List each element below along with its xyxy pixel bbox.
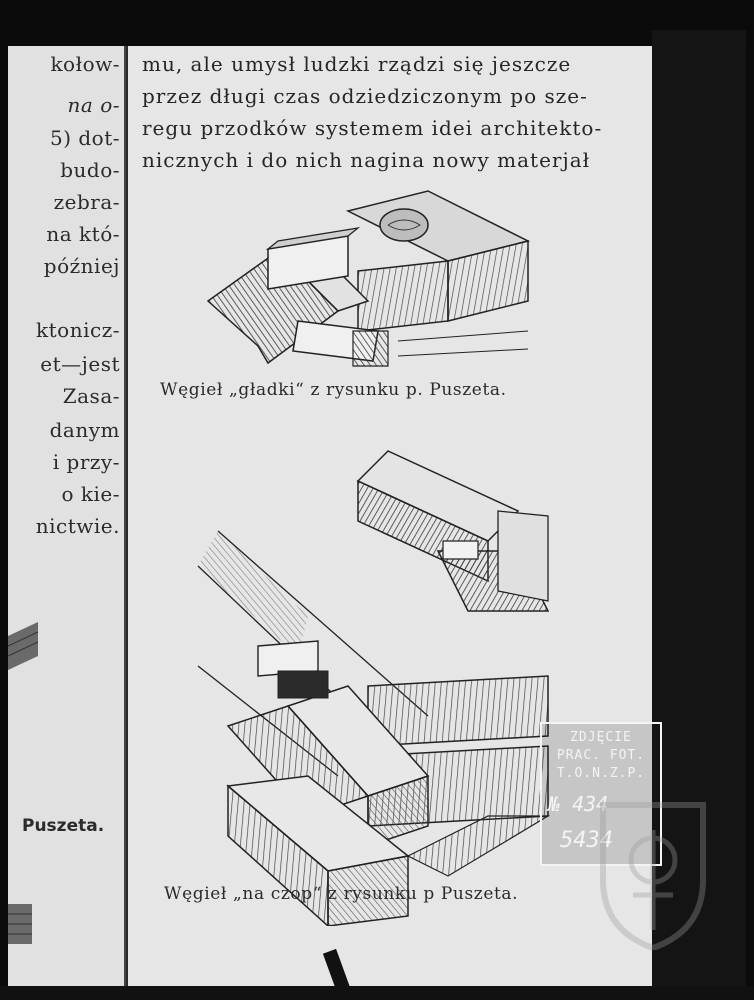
stamp-number: № 434 (548, 792, 609, 816)
left-text-fragment: Zasa- (62, 384, 120, 408)
left-text-fragment: nictwie. (35, 514, 120, 538)
plate-top-edge (0, 0, 754, 52)
column-divider (124, 46, 126, 986)
shield-emblem-icon (598, 800, 708, 950)
figure-tenon-corner-joint (188, 476, 568, 926)
left-text-fragment: et—jest (40, 352, 120, 376)
left-text-fragment: 5) dot- (49, 126, 120, 150)
body-text-line: regu przodków systemem idei architekto- (142, 116, 603, 140)
left-text-fragment: na któ- (46, 222, 120, 246)
body-text-line: nicznych i do nich nagina nowy materjał (142, 148, 591, 172)
left-page-fragment (8, 46, 128, 986)
figure-caption: Węgieł „na czop“ z rysunku p Puszeta. (164, 884, 519, 904)
left-text-fragment: ktonicz- (36, 318, 120, 342)
stamp-inventory-number: 5434 (560, 828, 613, 853)
body-text-line: mu, ale umysł ludzki rządzi się jeszcze (142, 52, 572, 76)
figure-smooth-corner-joint (198, 181, 538, 371)
cropped-illustration-fragment (8, 896, 38, 956)
stamp-title: ZDJĘCIE (570, 730, 632, 745)
left-text-fragment: kołow- (50, 52, 120, 76)
left-text-fragment: o kie- (61, 482, 120, 506)
plate-bottom-edge (0, 986, 754, 1000)
body-text-line: przez długi czas odziedziczonym po sze- (142, 84, 588, 108)
left-caption-fragment: Puszeta. (22, 816, 105, 836)
left-text-fragment: danym (49, 418, 120, 442)
left-text-fragment: zebra- (53, 190, 120, 214)
figure-caption: Węgieł „gładki“ z rysunku p. Puszeta. (160, 380, 507, 400)
left-text-fragment: budo- (60, 158, 120, 182)
stamp-line: T.O.N.Z.P. (556, 766, 646, 781)
left-text-fragment: i przy- (52, 450, 120, 474)
stamp-line: PRAC. FOT. (556, 748, 646, 763)
cropped-illustration-fragment (8, 616, 48, 676)
left-text-fragment: na o- (67, 93, 120, 117)
left-text-fragment: później (43, 254, 120, 278)
